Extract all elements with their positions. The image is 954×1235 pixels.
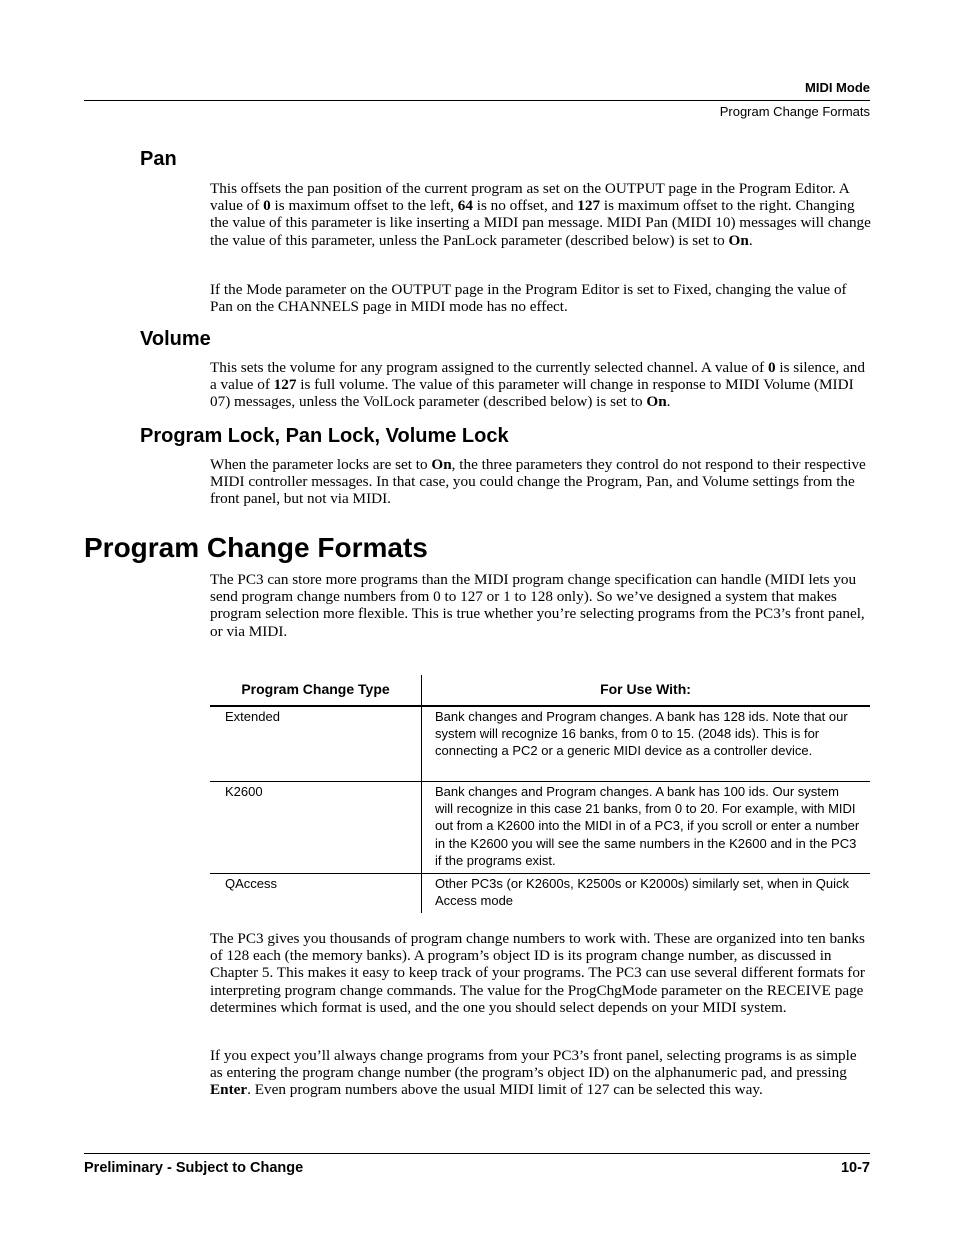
table-row-divider [210, 781, 870, 782]
table-header-type: Program Change Type [241, 681, 390, 697]
table-column-divider [421, 675, 422, 913]
formats-paragraph-3: If you expect you’ll always change programs from your PC3’s front panel, selecting programs is as simple as entering the program change number (the program’s object ID) on the alphanumeric pad, and pressing Enter. Even program numbers above the usual MIDI limit of 127 can be selected this way. [210, 1047, 857, 1099]
page-number: 10-7 [840, 1160, 870, 1176]
heading-volume: Volume [140, 328, 211, 350]
volume-paragraph: This sets the volume for any program assigned to the currently selected channel. A value of 0 is silence, and a value of 127 is full volume. The value of this parameter will change in response to MIDI Volume (MIDI 07) messages, unless the VolLock parameter (described below) is set to On. [210, 359, 865, 411]
program-change-table [210, 675, 870, 915]
table-row-divider [210, 873, 870, 874]
pan-paragraph-2: If the Mode parameter on the OUTPUT page in the Program Editor is set to Fixed, changing the value of Pan on the CHANNELS page in MIDI mode has no effect. [210, 281, 847, 316]
footer-rule [84, 1153, 870, 1154]
formats-paragraph-2: The PC3 gives you thousands of program change numbers to work with. These are organized into ten banks of 128 each (the memory banks). A program’s object ID is its program change number, as discussed in Chapter 5. This makes it easy to keep track of your programs. The PC3 can use several different formats for interpreting program change commands. The value for the ProgChgMode parameter on the RECEIVE page determines which format is used, and the one you should select depends on your MIDI system. [210, 930, 865, 1016]
running-header-section: Program Change Formats [719, 104, 870, 119]
table-row-extended-desc: Bank changes and Program changes. A bank has 128 ids. Note that our system will recognize 16 banks, from 0 to 15. (2048 ids). This is for connecting a PC2 or a generic MIDI device as a controller device. [435, 709, 848, 759]
running-header-chapter: MIDI Mode [805, 80, 870, 95]
footer-left: Preliminary - Subject to Change [84, 1160, 304, 1176]
locks-paragraph: When the parameter locks are set to On, the three parameters they control do not respond to their respective MIDI controller messages. In that case, you could change the Program, Pan, and Volume settings from the front panel, but not via MIDI. [210, 456, 866, 508]
pan-paragraph-1: This offsets the pan position of the current program as set on the OUTPUT page in the Program Editor. A value of 0 is maximum offset to the left, 64 is no offset, and 127 is maximum offset to the right. Changing the value of this parameter is like inserting a MIDI pan message. MIDI Pan (MIDI 10) messages will change the value of this parameter, unless the PanLock parameter (described below) is set to On. [210, 180, 871, 249]
table-row-extended-type: Extended [225, 709, 280, 724]
table-row-qaccess-type: QAccess [225, 876, 278, 891]
table-row-qaccess-desc: Other PC3s (or K2600s, K2500s or K2000s) similarly set, when in Quick Access mode [435, 876, 850, 909]
table-header-use: For Use With: [600, 681, 691, 697]
table-header-rule [210, 705, 870, 707]
heading-pan: Pan [140, 148, 177, 170]
formats-intro-paragraph: The PC3 can store more programs than the MIDI program change specification can handle (MIDI lets you send program change numbers from 0 to 127 or 1 to 128 only). So we’ve designed a system that makes program selection more flexible. This is true whether you’re selecting programs from the PC3’s front panel, or via MIDI. [210, 571, 865, 640]
table-row-k2600-type: K2600 [225, 784, 263, 799]
heading-locks: Program Lock, Pan Lock, Volume Lock [140, 425, 509, 447]
table-row-k2600-desc: Bank changes and Program changes. A bank has 100 ids. Our system will recognize in this case 21 banks, from 0 to 20. For example, with MIDI out from a K2600 into the MIDI in of a PC3, if you scroll or enter a number in the K2600 you will see the same numbers in the K2600 and in the PC3 if the programs exist. [435, 784, 860, 868]
header-rule [84, 100, 870, 101]
heading-program-change-formats: Program Change Formats [84, 532, 428, 563]
